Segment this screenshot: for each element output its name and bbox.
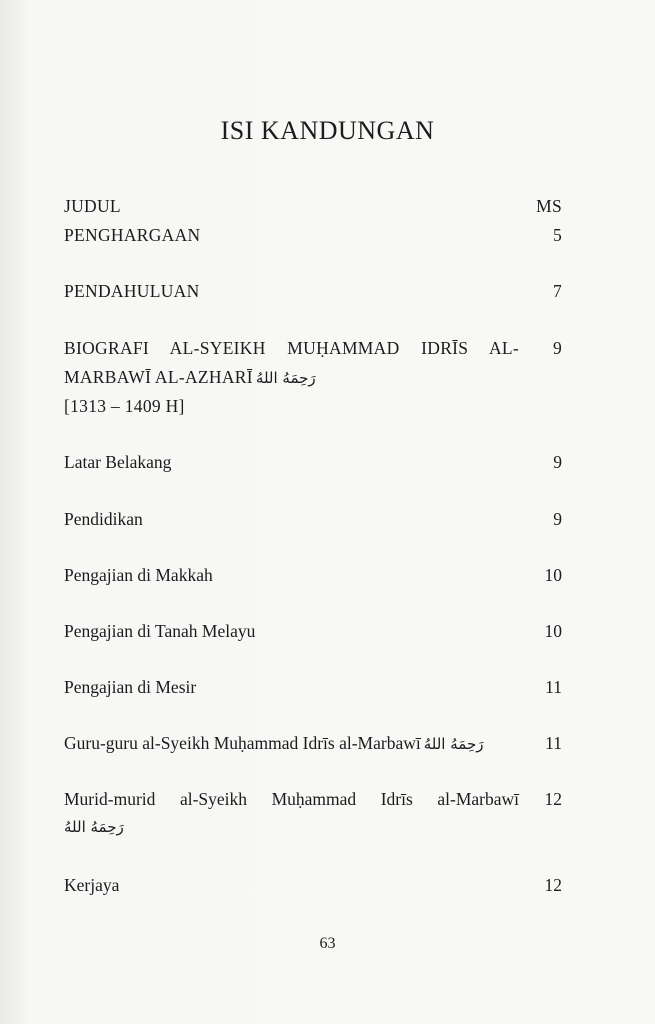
toc-entry-page: 10 [544, 565, 562, 585]
toc-entry-page: 9 [553, 452, 562, 472]
toc-entry-line-text: MARBAWĪ AL-AZHARĪ [64, 367, 253, 387]
toc-entry-label: Pengajian di Makkah [64, 565, 213, 585]
toc-entry-label [64, 730, 529, 757]
toc-entry-label: PENGHARGAAN [64, 225, 201, 245]
toc-entry-line-text: Guru-guru al-Syeikh Muḥammad Idrīs al-Marbawī [64, 733, 421, 753]
toc-entry-label [64, 335, 529, 419]
honorific-calligraphy: رَحِمَهُ اللهُ [255, 369, 316, 387]
toc-entry-page: 11 [545, 677, 562, 697]
toc-entry-page: 9 [552, 338, 562, 358]
toc-entry-line: BIOGRAFI AL-SYEIKH MUḤAMMAD IDRĪS AL- [64, 338, 519, 358]
toc-header-title: JUDUL [64, 196, 121, 216]
toc-entry-page: 10 [544, 621, 562, 641]
toc-entry-label [64, 786, 529, 840]
toc-entry-label: Latar Belakang [64, 452, 172, 472]
toc-header-page: MS [536, 196, 562, 216]
page-number: 63 [319, 935, 336, 952]
toc-entry-label: PENDAHULUAN [64, 281, 200, 301]
toc-entry-page: 11 [545, 733, 562, 753]
toc-entry-label: Pengajian di Tanah Melayu [64, 621, 256, 641]
toc-entry-label: Pendidikan [64, 509, 143, 529]
toc-entry-page: 5 [552, 225, 562, 245]
toc-entry-line: Murid-murid al-Syeikh Muḥammad Idrīs al-Marbawī [64, 789, 519, 809]
toc-entry-page: 12 [544, 875, 562, 895]
toc-entry-line: [1313 – 1409 H] [64, 396, 185, 416]
honorific-calligraphy: رَحِمَهُ اللهُ [64, 818, 124, 836]
toc-entry-label: Pengajian di Mesir [64, 677, 197, 697]
toc-entry-label: Kerjaya [64, 875, 120, 895]
page-title: ISI KANDUNGAN [220, 116, 435, 145]
toc-entry-page: 12 [544, 789, 562, 809]
toc-entry-page: 7 [552, 281, 562, 301]
toc-entry-page: 9 [553, 509, 562, 529]
honorific-calligraphy: رَحِمَهُ اللهُ [423, 735, 484, 753]
toc-entry-line [64, 364, 529, 391]
